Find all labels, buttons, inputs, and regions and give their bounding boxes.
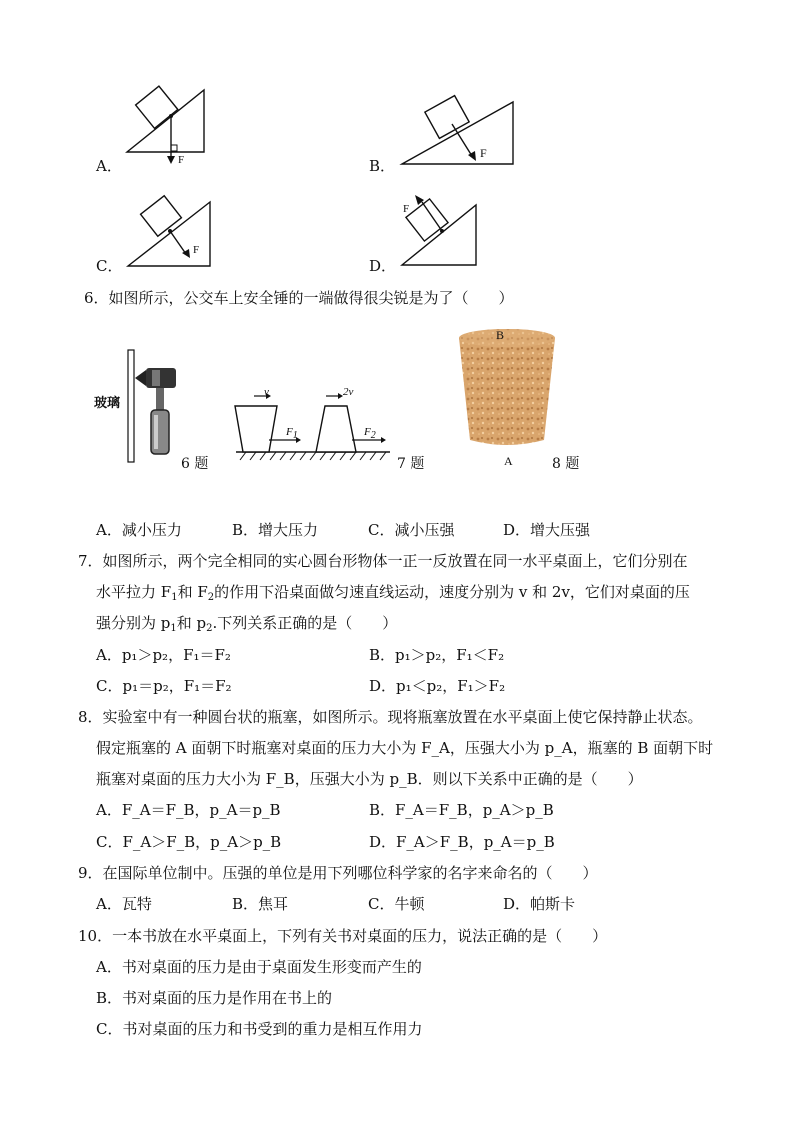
frustums-figure bbox=[232, 384, 402, 464]
glass-label: 玻璃 bbox=[94, 396, 121, 411]
q8-option-a: A．F_A＝F_B，p_A＝p_B bbox=[96, 801, 281, 819]
q7-stem-line2: 水平拉力 $F_1$和 $F_2$的作用下沿桌面做匀速直线运动，速度分别为 v 和 2v，它们对桌面的压 bbox=[96, 583, 690, 603]
cork-bottom-label-a: A bbox=[504, 454, 513, 468]
q5-diagram-c bbox=[124, 196, 224, 276]
q5-a-force-label: F bbox=[178, 154, 185, 166]
q10-option-c: C．书对桌面的压力和书受到的重力是相互作用力 bbox=[96, 1020, 423, 1038]
q5-diagram-b bbox=[398, 96, 518, 176]
q10-option-a: A．书对桌面的压力是由于桌面发生形变而产生的 bbox=[96, 958, 422, 976]
q9-option-a: A．瓦特 bbox=[96, 895, 152, 913]
2v-label: 2v bbox=[343, 386, 354, 398]
q9-stem: 9．在国际单位制中。压强的单位是用下列哪位科学家的名字来命名的（ ） bbox=[78, 864, 598, 882]
q6-option-c: C．减小压强 bbox=[368, 521, 455, 539]
q7-stem-line1: 7．如图所示，两个完全相同的实心圆台形物体一正一反放置在同一水平桌面上，它们分别在 bbox=[78, 552, 688, 570]
cork-figure bbox=[456, 326, 558, 452]
q5-option-c-label: C． bbox=[96, 257, 123, 275]
q8-option-b: B．F_A＝F_B，p_A＞p_B bbox=[369, 801, 554, 819]
q9-option-b: B．焦耳 bbox=[232, 895, 289, 913]
f2-label: $F_2$ bbox=[364, 426, 376, 441]
q5-option-a-label: A． bbox=[96, 157, 122, 175]
q7-stem-line3: 强分别为 $p_1$和 $p_2$.下列关系正确的是（ ） bbox=[96, 614, 398, 634]
q9-option-c: C．牛顿 bbox=[368, 895, 425, 913]
q5-c-force-label: F bbox=[193, 244, 200, 256]
q8-option-d: D．F_A＞F_B，p_A＝p_B bbox=[369, 833, 555, 851]
q8-stem-line3: 瓶塞对桌面的压力大小为 F_B，压强大小为 p_B．则以下关系中正确的是（ ） bbox=[96, 770, 643, 788]
q5-b-force-label: F bbox=[480, 146, 487, 160]
q6-stem: 6．如图所示，公交车上安全锤的一端做得很尖锐是为了（ ） bbox=[84, 289, 514, 307]
q5-option-b-label: B． bbox=[369, 157, 396, 175]
q5-diagram-a bbox=[120, 84, 220, 174]
q8-option-c: C．F_A＞F_B，p_A＞p_B bbox=[96, 833, 282, 851]
q7-option-d: D．p₁＜p₂，F₁＞F₂ bbox=[369, 677, 506, 695]
q10-stem: 10．一本书放在水平桌面上，下列有关书对桌面的压力，说法正确的是（ ） bbox=[78, 927, 608, 945]
q7-option-a: A．p₁＞p₂，F₁＝F₂ bbox=[96, 646, 231, 664]
q8-stem-line2: 假定瓶塞的 A 面朝下时瓶塞对桌面的压力大小为 F_A，压强大小为 p_A，瓶塞的 B 面朝下时 bbox=[96, 739, 714, 757]
cork-top-label-b: B bbox=[496, 328, 505, 342]
f1-label: $F_1$ bbox=[286, 426, 298, 441]
q6-option-b: B．增大压力 bbox=[232, 521, 319, 539]
q7-option-c: C．p₁＝p₂，F₁＝F₂ bbox=[96, 677, 232, 695]
q5-diagram-d bbox=[398, 188, 488, 273]
q6-option-a: A．减小压力 bbox=[96, 521, 182, 539]
fig6-caption: 6 题 bbox=[181, 456, 209, 472]
fig8-caption: 8 题 bbox=[552, 456, 580, 472]
q9-option-d: D．帕斯卡 bbox=[503, 895, 576, 913]
q8-stem-line1: 8．实验室中有一种圆台状的瓶塞，如图所示。现将瓶塞放置在水平桌面上使它保持静止状态。 bbox=[78, 708, 703, 726]
q6-option-d: D．增大压强 bbox=[503, 521, 591, 539]
fig7-caption: 7 题 bbox=[397, 456, 425, 472]
q5-d-force-label: F bbox=[403, 203, 410, 215]
q7-option-b: B．p₁＞p₂，F₁＜F₂ bbox=[369, 646, 505, 664]
v-label: v bbox=[264, 386, 269, 398]
hammer-figure bbox=[120, 348, 190, 466]
q5-option-d-label: D． bbox=[369, 257, 397, 275]
q10-option-b: B．书对桌面的压力是作用在书上的 bbox=[96, 989, 333, 1007]
